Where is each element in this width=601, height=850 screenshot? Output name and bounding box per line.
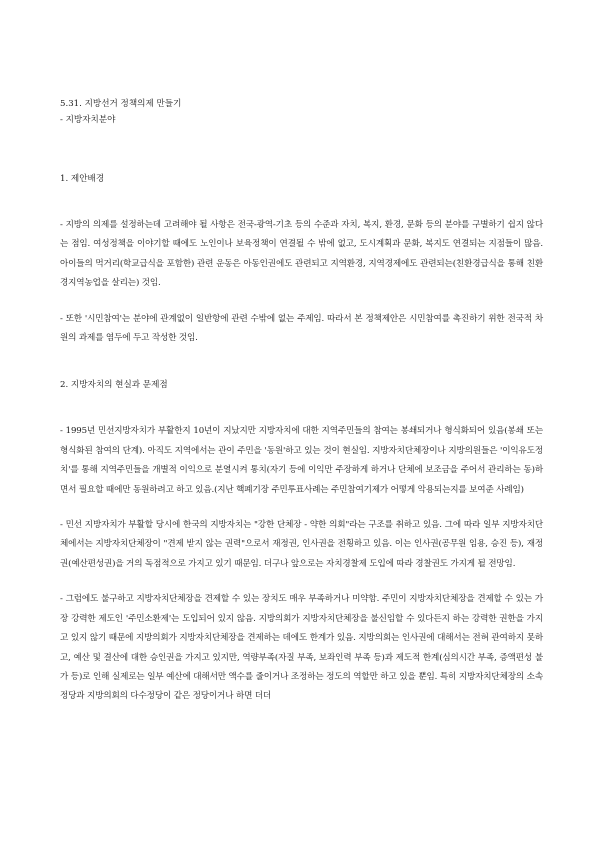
section2-paragraph-3: - 그럼에도 불구하고 지방자치단체장을 견제할 수 있는 장치도 매우 부족하거나 미약함. 주민이 지방자치단체장을 견제할 수 있는 가장 강력한 제도인 '주민소환제'는 도입되어 있지 않음. 지방의회가 지방자치단체장을 불신임할 수 있다든지 하는 강력한 권한을 가지고 있지 않기 때문에 지방의회가 지방자치단체장을 견제하는 데에도 한계가 있음. 지방의회는 인사권에 대해서는 전혀 관여하지 못하고, 예산 및 결산에 대한 승인권을 가지고 있지만, 역량부족(자질 부족, 보좌인력 부족 등)과 제도적 한계(심의시간 부족, 증액편성 불가 등)로 인해 실제로는 일부 예산에 대해서만 액수를 줄이거나 조정하는 정도의 역할만 하고 있을 뿐임. 특히 지방자치단체장의 소속정당과 지방의회의 다수정당이 같은 정당이거나 하면 더더	[60, 594, 543, 702]
section1-paragraph-1: - 지방의 의제를 설정하는데 고려해야 될 사항은 전국-광역-기초 등의 수준과 자치, 복지, 환경, 문화 등의 분야를 구별하기 쉽지 않다는 점임. 여성정책을 이야기할 때에도 노인이나 보육정책이 연결될 수 밖에 없고, 도시계획과 문화, 복지도 연결되는 지점들이 많음. 아이들의 먹거리(학교급식을 포함한) 관련 운동은 아동인권에도 관련되고 지역환경, 지역경제에도 관련되는(친환경급식을 통해 친환경지역농업을 살리는) 것임.	[60, 220, 543, 289]
section1-paragraph-2: - 또한 '시민참여'는 분야에 관계없이 일반항에 관련 수밖에 없는 주제임. 따라서 본 정책제안은 시민참여를 촉진하기 위한 전국적 차원의 과제를 염두에 두고 작성한 것임.	[60, 313, 543, 344]
document-title: 5.31. 지방선거 정책의제 만들기	[60, 99, 182, 109]
document-subtitle: - 지방자치분야	[60, 115, 116, 125]
section2-paragraph-1: - 1995년 민선지방자치가 부활한지 10년이 지났지만 지방자치에 대한 지역주민들의 참여는 봉쇄되거나 형식화되어 있음(봉쇄 또는 형식화된 참여의 단계). 아직도 지역에서는 관이 주민을 '동원'하고 있는 것이 현실임. 지방자치단체장이나 지방의원들은 '이익유도정치'를 통해 지역주민들을 개별적 이익으로 분열시켜 통치(자기 등에 이익만 주장하게 하거나 단체에 보조금을 주어서 관리하는 동)하면서 필요할 때에만 동원하려고 하고 있음.(지난 핵폐기장 주민투표사례는 주민참여기제가 어떻게 악용되는지를 보여준 사례임)	[60, 426, 543, 495]
section-heading-2: 2. 지방자치의 현실과 문제점	[60, 380, 168, 391]
section-heading-1: 1. 제안배경	[60, 174, 105, 184]
document-title-block	[60, 96, 543, 128]
section2-paragraph-2: - 민선 지방자치가 부활할 당시에 한국의 지방자치는 "강한 단체장 - 약한 의회"라는 구조를 취하고 있음. 그에 따라 일부 지방자치단체에서는 지방자치단체장이 "견제 받지 않는 권력"으로서 재정권, 인사권을 전횡하고 있음. 이는 인사권(공무원 임용, 승진 등), 재정권(예산편성권)을 거의 독점적으로 가지고 있기 때문임. 더구나 앞으로는 자치경찰제 도입에 따라 경찰권도 가지게 될 전망임.	[60, 520, 543, 569]
